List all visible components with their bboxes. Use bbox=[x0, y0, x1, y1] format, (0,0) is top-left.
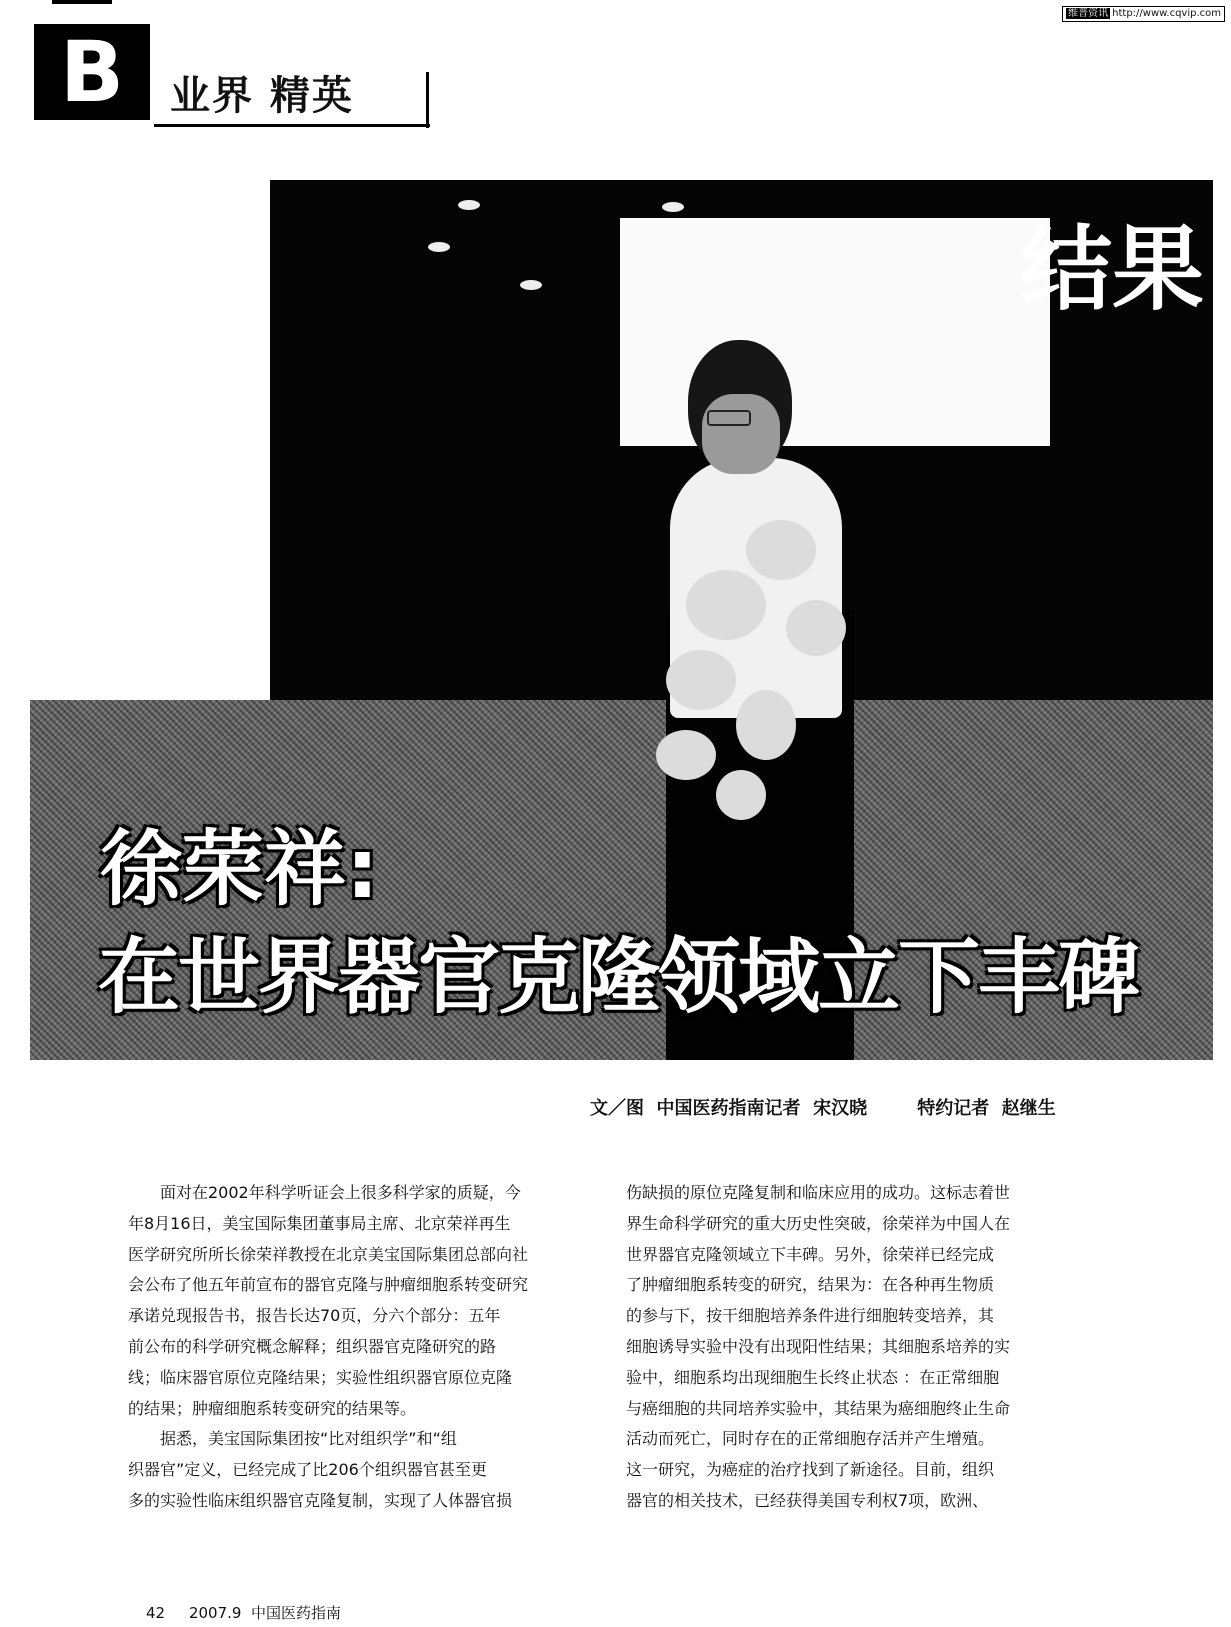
text-line: 这一研究，为癌症的治疗找到了新途径。目前，组织 bbox=[626, 1460, 995, 1480]
headline-name: 徐荣祥: bbox=[100, 822, 379, 917]
header-rule bbox=[154, 124, 430, 127]
ceiling-light bbox=[458, 200, 480, 210]
ceiling-light bbox=[428, 242, 450, 252]
page-number: 42 bbox=[146, 1604, 166, 1622]
projection-screen bbox=[620, 218, 1050, 446]
section-letter-box: B bbox=[34, 24, 150, 120]
top-edge-mark bbox=[52, 0, 112, 4]
text-line: 细胞诱导实验中没有出现阳性结果；其细胞系培养的实 bbox=[626, 1336, 1011, 1356]
flower bbox=[686, 570, 766, 640]
flower bbox=[736, 690, 796, 760]
text-line: 据悉，美宝国际集团按“比对组织学”和“组 bbox=[128, 1429, 457, 1449]
flower bbox=[786, 600, 846, 656]
headline-subtitle: 在世界器官克隆领域立下丰碑 bbox=[98, 930, 1139, 1025]
text-line: 的结果；肿瘤细胞系转变研究的结果等。 bbox=[128, 1398, 417, 1418]
feature-photo bbox=[30, 180, 1213, 1060]
speaker-face bbox=[702, 394, 780, 474]
cqvip-watermark[interactable] bbox=[1062, 6, 1225, 22]
flower bbox=[656, 730, 716, 780]
text-line: 验中，细胞系均出现细胞生长终止状态 ：在正常细胞 bbox=[626, 1367, 1000, 1387]
text-line: 器官的相关技术，已经获得美国专利权7项，欧洲、 bbox=[626, 1490, 989, 1510]
text-line: 与癌细胞的共同培养实验中，其结果为癌细胞终止生命 bbox=[626, 1398, 1011, 1418]
text-line: 了肿瘤细胞系转变的研究，结果为：在各种再生物质 bbox=[626, 1275, 995, 1295]
article-column-left bbox=[128, 1178, 588, 1517]
text-line: 活动而死亡，同时存在的正常细胞存活并产生增殖。 bbox=[626, 1429, 995, 1449]
byline: 文／图 中国医药指南记者 宋汉晓 特约记者 赵继生 bbox=[590, 1098, 1056, 1119]
banner-text: 结果 bbox=[1020, 216, 1205, 323]
text-line: 的参与下，按干细胞培养条件进行细胞转变培养，其 bbox=[626, 1306, 995, 1326]
article-column-right bbox=[626, 1178, 1086, 1517]
text-line: 线；临床器官原位克隆结果；实验性组织器官原位克隆 bbox=[128, 1367, 513, 1387]
watermark-url: http://www.cqvip.com bbox=[1112, 8, 1221, 19]
text-line: 年8月16日，美宝国际集团董事局主席、北京荣祥再生 bbox=[128, 1213, 511, 1233]
text-line: 伤缺损的原位克隆复制和临床应用的成功。这标志着世 bbox=[626, 1183, 1011, 1202]
page-footer bbox=[146, 1602, 341, 1624]
flower bbox=[716, 770, 766, 820]
ceiling-light bbox=[662, 202, 684, 212]
text-line: 界生命科学研究的重大历史性突破，徐荣祥为中国人在 bbox=[626, 1213, 1011, 1233]
watermark-brand: 维普资讯 bbox=[1068, 8, 1109, 19]
speaker-glasses bbox=[707, 410, 751, 426]
text-line: 医学研究所所长徐荣祥教授在北京美宝国际集团总部向社 bbox=[128, 1244, 529, 1264]
issue-label: 2007.9 中国医药指南 bbox=[188, 1604, 341, 1622]
flower bbox=[666, 650, 736, 710]
header-rule-vertical bbox=[426, 72, 429, 128]
section-title: 业界 精英 bbox=[170, 73, 354, 119]
photo-background-wall bbox=[30, 180, 270, 700]
flower bbox=[746, 520, 816, 580]
text-line: 前公布的科学研究概念解释；组织器官克隆研究的路 bbox=[128, 1336, 497, 1356]
text-line: 承诺兑现报告书，报告长达70页，分六个部分：五年 bbox=[128, 1306, 501, 1326]
text-line: 多的实验性临床组织器官克隆复制，实现了人体器官损 bbox=[128, 1490, 513, 1510]
text-line: 织器官”定义，已经完成了比206个组织器官甚至更 bbox=[128, 1460, 487, 1480]
text-line: 世界器官克隆领域立下丰碑。另外，徐荣祥已经完成 bbox=[626, 1244, 995, 1264]
flower-arrangement bbox=[626, 500, 926, 830]
ceiling-light bbox=[520, 280, 542, 290]
text-line: 会公布了他五年前宣布的器官克隆与肿瘤细胞系转变研究 bbox=[128, 1275, 529, 1295]
text-line: 面对在2002年科学听证会上很多科学家的质疑，今 bbox=[128, 1183, 521, 1202]
